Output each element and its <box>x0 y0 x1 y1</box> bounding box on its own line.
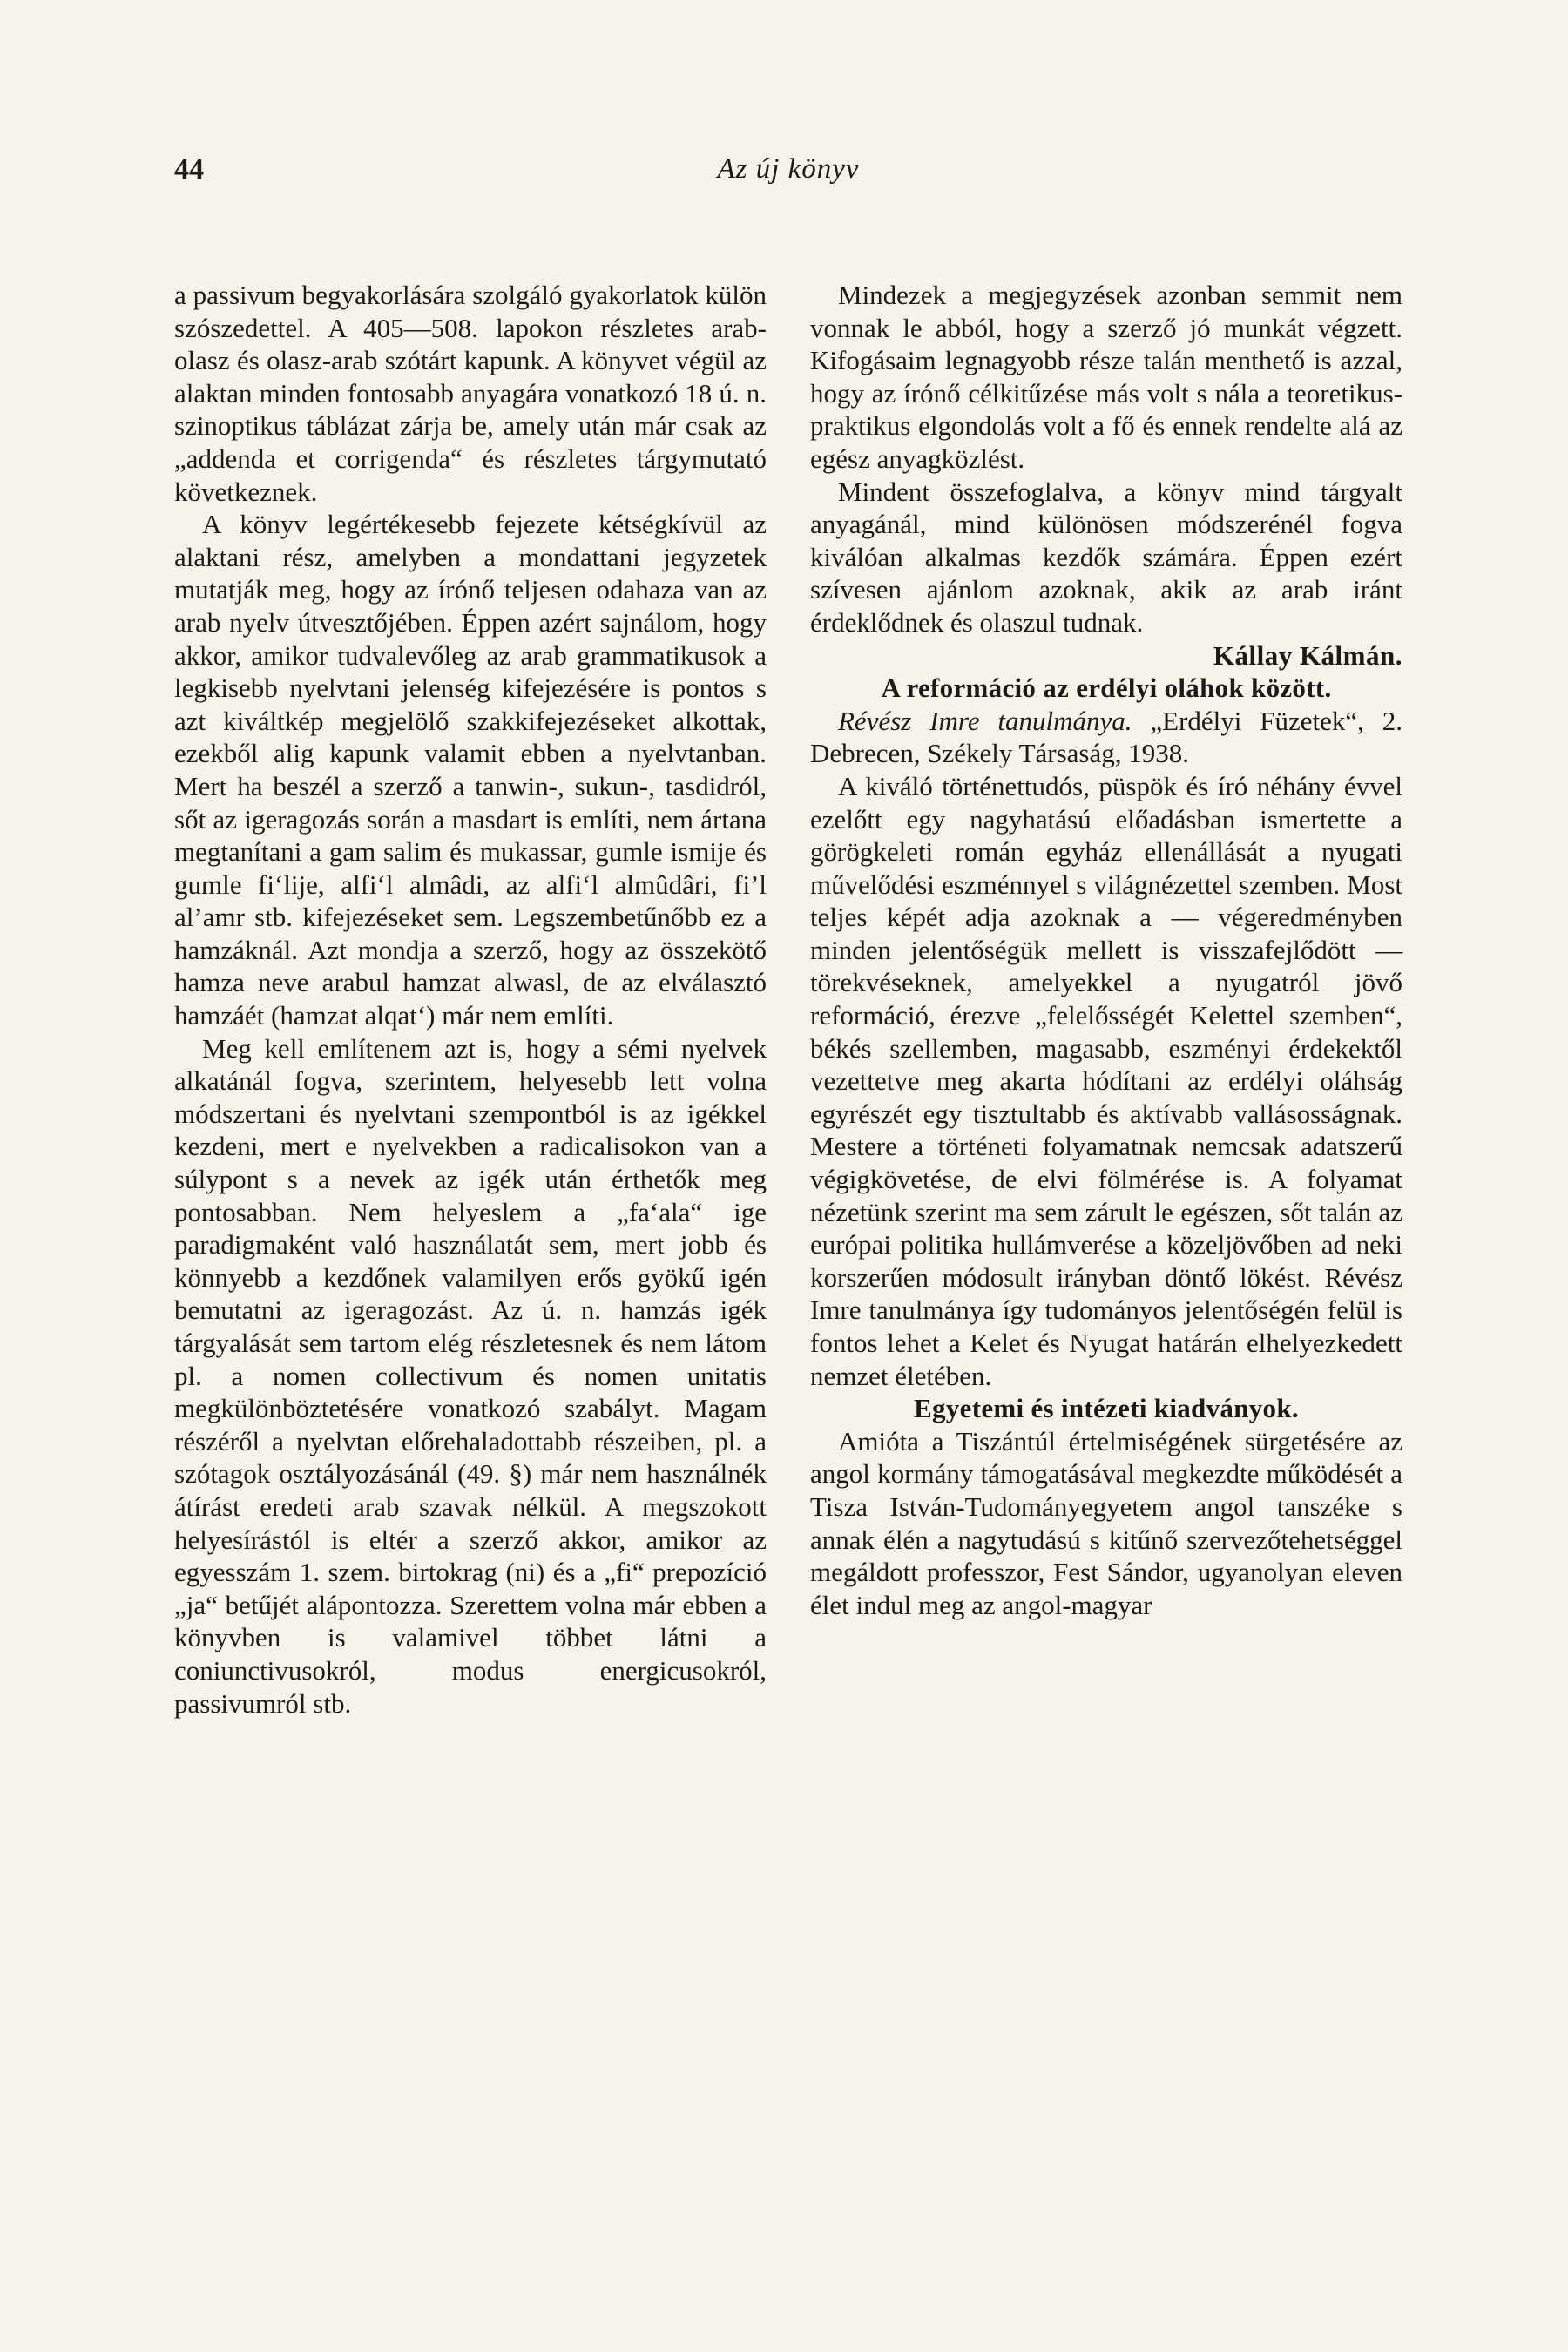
page-header <box>174 153 1402 197</box>
review-publication: „Erdélyi Füzetek“, 2. Debrecen, Székely Társaság, 1938. <box>810 705 1402 769</box>
review-source <box>810 705 1402 770</box>
review-author: Révész Imre tanulmánya. <box>838 705 1132 736</box>
right-paragraph-1: Mindezek a megjegyzések azonban semmit nem vonnak le abból, hogy a szerző jó munkát végzett. Kifogásaim legnagyobb része talán menthető is azzal, hogy az írónő célkitűzése más volt s nála a teoretikus-praktikus elgondolás volt a fő és ennek rendelte alá az egész anyagközlést. <box>810 280 1402 474</box>
left-paragraph-3: Meg kell említenem azt is, hogy a sémi nyelvek alkatánál fogva, szerintem, helyesebb lett volna módszertani és nyelvtani szempontból is az igékkel kezdeni, mert e nyelvekben a radicalisokon van a súlypont s a nevek az igék után érthetők meg pontosabban. Nem helyeslem a „fa‘ala“ ige paradigmaként való használatát sem, mert jobb és könnyebb a kezdőnek valamilyen erős gyökű igén bemutatni az igeragozást. Az ú. n. hamzás igék tárgyalását sem tartom elég részletesnek és nem látom pl. a nomen collectivum és nomen unitatis megkülönböztetésére vonatkozó szabályt. Magam részéről a nyelvtan előrehaladottabb részeiben, pl. a szótagok osztályozásánál (49. §) már nem használnék átírást eredeti arab szavak nélkül. A megszokott helyesírástól is eltér a szerző akkor, amikor az egyesszám 1. szem. birtokrag (ni) és a „fi“ prepozíció „ja“ betűjét alápontozza. Szerettem volna már ebben a könyvben is valamivel többet látni a coniunctivusokról, modus energicusokról, passivumról stb. <box>174 1032 767 1719</box>
right-column <box>810 279 1402 1621</box>
left-paragraph-1: a passivum begyakorlására szolgáló gyakorlatok külön szószedettel. A 405—508. lapokon részletes arab-olasz és olasz-arab szótárt kapunk. A könyvet végül az alaktan minden fontosabb anyagára vonatkozó 18 ú. n. szinoptikus táblázat zárja be, amely után már csak az „addenda et corrigenda“ és részletes tárgymutató következnek. <box>174 280 767 507</box>
review-signature: Kállay Kálmán. <box>1213 639 1402 671</box>
page-number: 44 <box>174 153 204 186</box>
section-heading-university: Egyetemi és intézeti kiadványok. <box>914 1393 1299 1424</box>
reformation-paragraph: A kiváló történettudós, püspök és író néhány évvel ezelőtt egy nagyhatású előadásban ismertette a görögkeleti román egyház ellenállását a nyugati művelődési eszménnyel s világnézettel szemben. Most teljes képét adja azoknak a — végeredményben minden jelentőségük mellett is visszafejlődött — törekvéseknek, amelyekkel a nyugatról jövő reformáció, érezve „felelősségét Kelettel szemben“, békés szellemben, magasabb, eszményi érdekektől vezettetve meg akarta hódítani az erdélyi oláhság egyrészét egy tisztultabb és aktívabb vallásosságnak. Mestere a történeti folyamatnak nemcsak adatszerű végigkövetése, de elvi fölmérése is. A folyamat nézetünk szerint ma sem zárult le egészen, sőt talán az európai politika hullámverése a közeljövőben ad neki korszerűen módosult irányban döntő lökést. Révész Imre tanulmánya így tudományos jelentőségén felül is fontos lehet a Kelet és Nyugat határán elhelyezkedett nemzet életében. <box>810 770 1402 1391</box>
left-paragraph-2: A könyv legértékesebb fejezete kétségkívül az alaktani rész, amelyben a mondattani jegyzetek mutatják meg, hogy az írónő teljesen odahaza van az arab nyelv útvesztőjében. Éppen azért sajnálom, hogy akkor, amikor tudvalevőleg az arab grammatikusok a legkisebb nyelvtani jelenség kifejezésére is pontos s azt kiváltkép megjelölő szakkifejezéseket alkottak, ezekből alig kapunk valamit ebben a nyelvtanban. Mert ha beszél a szerző a tanwin-, sukun-, tasdidról, sőt az igeragozás során a masdart is említi, nem ártana megtanítani a gam salim és mukassar, gumle ismije és gumle fi‘lije, alfi‘l almâdi, az alfi‘l almûdâri, fi’l al’amr stb. kifejezéseket sem. Legszembetűnőbb ez a hamzáknál. Azt mondja a szerző, hogy az összekötő hamza neve arabul hamzat alwasl, de az elválasztó hamzáét (hamzat alqat‘) már nem említi. <box>174 509 767 1031</box>
right-paragraph-2: Mindent összefoglalva, a könyv mind tárgyalt anyagánál, mind különösen módszerénél fogva kiválóan alkalmas kezdők számára. Éppen ezért szívesen ajánlom azoknak, akik az arab iránt érdeklődnek és olaszul tudnak. <box>810 476 1402 638</box>
university-paragraph: Amióta a Tiszántúl értelmiségének sürgetésére az angol kormány támogatásával megkezdte működését a Tisza István-Tudományegyetem angol tanszéke s annak élén a nagytudású s kitűnő szervezőtehetséggel megáldott professzor, Fest Sándor, ugyanolyan eleven élet indul meg az angol-magyar <box>810 1425 1402 1620</box>
left-column <box>174 279 767 1720</box>
running-title: Az új könyv <box>717 153 860 185</box>
section-heading-reformation: A reformáció az erdélyi oláhok között. <box>881 672 1332 704</box>
